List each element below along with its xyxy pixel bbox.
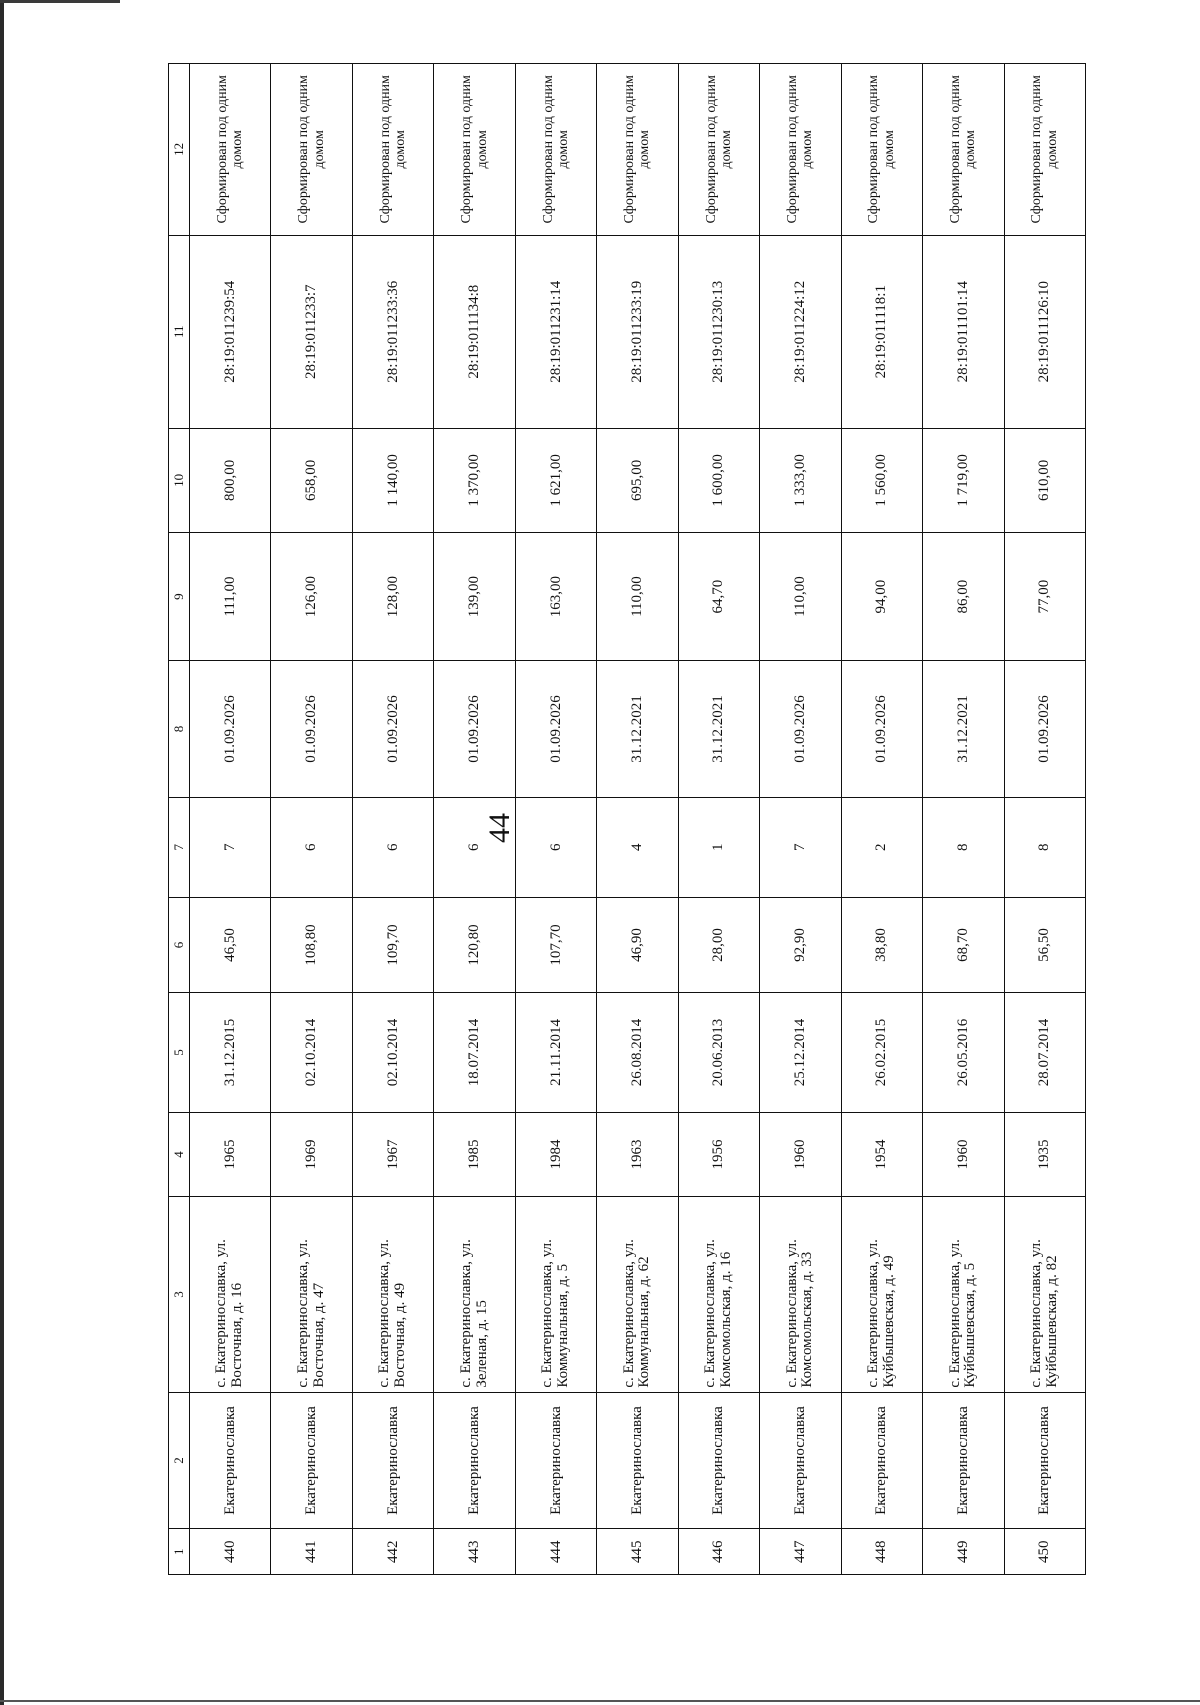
- settlement-cell: Екатеринославка: [841, 1392, 922, 1529]
- land-status-cell: Сформирован под одним домом: [760, 64, 841, 236]
- table-row: [190, 64, 271, 1575]
- row-number: 444: [515, 1529, 596, 1575]
- land-area-cell: 1 333,00: [760, 428, 841, 532]
- column-header: 2: [169, 1392, 190, 1529]
- land-area-cell: 1 600,00: [678, 428, 759, 532]
- residents-cell: 7: [190, 797, 271, 897]
- residents-cell: 1: [678, 797, 759, 897]
- planned-date-cell: 31.12.2021: [678, 661, 759, 798]
- total-area-cell: 163,00: [515, 533, 596, 661]
- table-row: [271, 64, 352, 1575]
- land-status-cell: Сформирован под одним домом: [841, 64, 922, 236]
- planned-date-cell: 01.09.2026: [190, 661, 271, 798]
- table-row: [515, 64, 596, 1575]
- settlement-cell: Екатеринославка: [597, 1392, 678, 1529]
- address-cell: с. Екатеринославка, ул. Коммунальная, д. 5: [515, 1197, 596, 1392]
- recognition-date-cell: 02.10.2014: [271, 993, 352, 1112]
- build-year-cell: 1935: [1004, 1112, 1085, 1197]
- scan-edge-top: [0, 0, 120, 3]
- column-header: 6: [169, 897, 190, 993]
- build-year-cell: 1965: [190, 1112, 271, 1197]
- recognition-date-cell: 26.05.2016: [923, 993, 1004, 1112]
- column-header: 11: [169, 235, 190, 428]
- total-area-cell: 86,00: [923, 533, 1004, 661]
- total-area-cell: 126,00: [271, 533, 352, 661]
- row-number: 450: [1004, 1529, 1085, 1575]
- planned-date-cell: 01.09.2026: [841, 661, 922, 798]
- total-area-cell: 128,00: [352, 533, 433, 661]
- register-table-frame: [168, 63, 1086, 1575]
- address-cell: с. Екатеринославка, ул. Коммунальная, д. 62: [597, 1197, 678, 1392]
- area-cell: 28,00: [678, 897, 759, 993]
- land-status-cell: Сформирован под одним домом: [434, 64, 515, 236]
- row-number: 440: [190, 1529, 271, 1575]
- total-area-cell: 139,00: [434, 533, 515, 661]
- column-header: 8: [169, 661, 190, 798]
- recognition-date-cell: 26.08.2014: [597, 993, 678, 1112]
- recognition-date-cell: 25.12.2014: [760, 993, 841, 1112]
- table-row: [841, 64, 922, 1575]
- page-number: 44: [483, 813, 516, 843]
- total-area-cell: 111,00: [190, 533, 271, 661]
- recognition-date-cell: 21.11.2014: [515, 993, 596, 1112]
- land-status-cell: Сформирован под одним домом: [515, 64, 596, 236]
- row-number: 447: [760, 1529, 841, 1575]
- row-number: 445: [597, 1529, 678, 1575]
- area-cell: 68,70: [923, 897, 1004, 993]
- column-header: 10: [169, 428, 190, 532]
- land-area-cell: 658,00: [271, 428, 352, 532]
- residents-cell: 4: [597, 797, 678, 897]
- cadastral-number-cell: 28:19:011231:14: [515, 235, 596, 428]
- area-cell: 46,90: [597, 897, 678, 993]
- table-row: [352, 64, 433, 1575]
- recognition-date-cell: 26.02.2015: [841, 993, 922, 1112]
- residents-cell: 8: [1004, 797, 1085, 897]
- area-cell: 108,80: [271, 897, 352, 993]
- column-header: 5: [169, 993, 190, 1112]
- row-number: 442: [352, 1529, 433, 1575]
- address-cell: с. Екатеринославка, ул. Комсомольская, д. 33: [760, 1197, 841, 1392]
- area-cell: 38,80: [841, 897, 922, 993]
- land-area-cell: 800,00: [190, 428, 271, 532]
- cadastral-number-cell: 28:19:011233:19: [597, 235, 678, 428]
- residents-cell: 6: [515, 797, 596, 897]
- table-row: [678, 64, 759, 1575]
- area-cell: 109,70: [352, 897, 433, 993]
- total-area-cell: 110,00: [597, 533, 678, 661]
- total-area-cell: 110,00: [760, 533, 841, 661]
- cadastral-number-cell: 28:19:011118:1: [841, 235, 922, 428]
- residents-cell: 6: [434, 797, 515, 897]
- total-area-cell: 94,00: [841, 533, 922, 661]
- row-number: 449: [923, 1529, 1004, 1575]
- scan-edge-left: [0, 0, 4, 1705]
- settlement-cell: Екатеринославка: [1004, 1392, 1085, 1529]
- total-area-cell: 77,00: [1004, 533, 1085, 661]
- build-year-cell: 1967: [352, 1112, 433, 1197]
- settlement-cell: Екатеринославка: [760, 1392, 841, 1529]
- settlement-cell: Екатеринославка: [434, 1392, 515, 1529]
- recognition-date-cell: 31.12.2015: [190, 993, 271, 1112]
- address-cell: с. Екатеринославка, ул. Куйбышевская, д. 5: [923, 1197, 1004, 1392]
- land-area-cell: 1 621,00: [515, 428, 596, 532]
- land-area-cell: 1 370,00: [434, 428, 515, 532]
- address-cell: с. Екатеринославка, ул. Восточная, д. 49: [352, 1197, 433, 1392]
- planned-date-cell: 01.09.2026: [352, 661, 433, 798]
- settlement-cell: Екатеринославка: [190, 1392, 271, 1529]
- table-row: [923, 64, 1004, 1575]
- row-number: 443: [434, 1529, 515, 1575]
- planned-date-cell: 01.09.2026: [515, 661, 596, 798]
- housing-register-table: [168, 63, 1086, 1575]
- build-year-cell: 1956: [678, 1112, 759, 1197]
- address-cell: с. Екатеринославка, ул. Зеленая, д. 15: [434, 1197, 515, 1392]
- column-header: 9: [169, 533, 190, 661]
- residents-cell: 7: [760, 797, 841, 897]
- address-cell: с. Екатеринославка, ул. Комсомольская, д. 16: [678, 1197, 759, 1392]
- address-cell: с. Екатеринославка, ул. Восточная, д. 16: [190, 1197, 271, 1392]
- area-cell: 46,50: [190, 897, 271, 993]
- cadastral-number-cell: 28:19:011224:12: [760, 235, 841, 428]
- area-cell: 107,70: [515, 897, 596, 993]
- land-area-cell: 1 560,00: [841, 428, 922, 532]
- recognition-date-cell: 20.06.2013: [678, 993, 759, 1112]
- column-header: 3: [169, 1197, 190, 1392]
- table-row: [597, 64, 678, 1575]
- settlement-cell: Екатеринославка: [678, 1392, 759, 1529]
- build-year-cell: 1954: [841, 1112, 922, 1197]
- recognition-date-cell: 02.10.2014: [352, 993, 433, 1112]
- residents-cell: 6: [352, 797, 433, 897]
- row-number: 446: [678, 1529, 759, 1575]
- cadastral-number-cell: 28:19:011233:7: [271, 235, 352, 428]
- column-header: 4: [169, 1112, 190, 1197]
- column-header: 7: [169, 797, 190, 897]
- planned-date-cell: 31.12.2021: [923, 661, 1004, 798]
- residents-cell: 8: [923, 797, 1004, 897]
- table-row: [760, 64, 841, 1575]
- land-status-cell: Сформирован под одним домом: [190, 64, 271, 236]
- recognition-date-cell: 28.07.2014: [1004, 993, 1085, 1112]
- build-year-cell: 1985: [434, 1112, 515, 1197]
- residents-cell: 2: [841, 797, 922, 897]
- land-status-cell: Сформирован под одним домом: [597, 64, 678, 236]
- land-status-cell: Сформирован под одним домом: [923, 64, 1004, 236]
- cadastral-number-cell: 28:19:011134:8: [434, 235, 515, 428]
- area-cell: 92,90: [760, 897, 841, 993]
- land-area-cell: 1 719,00: [923, 428, 1004, 532]
- residents-cell: 6: [271, 797, 352, 897]
- column-header: 12: [169, 64, 190, 236]
- column-header: 1: [169, 1529, 190, 1575]
- row-number: 441: [271, 1529, 352, 1575]
- build-year-cell: 1984: [515, 1112, 596, 1197]
- settlement-cell: Екатеринославка: [923, 1392, 1004, 1529]
- land-area-cell: 1 140,00: [352, 428, 433, 532]
- planned-date-cell: 01.09.2026: [271, 661, 352, 798]
- rotated-table-wrapper: [168, 63, 1086, 1575]
- land-status-cell: Сформирован под одним домом: [1004, 64, 1085, 236]
- build-year-cell: 1969: [271, 1112, 352, 1197]
- build-year-cell: 1960: [923, 1112, 1004, 1197]
- planned-date-cell: 01.09.2026: [1004, 661, 1085, 798]
- recognition-date-cell: 18.07.2014: [434, 993, 515, 1112]
- build-year-cell: 1963: [597, 1112, 678, 1197]
- address-cell: с. Екатеринославка, ул. Куйбышевская, д. 82: [1004, 1197, 1085, 1392]
- table-row: [1004, 64, 1085, 1575]
- planned-date-cell: 01.09.2026: [434, 661, 515, 798]
- row-number: 448: [841, 1529, 922, 1575]
- cadastral-number-cell: 28:19:011239:54: [190, 235, 271, 428]
- build-year-cell: 1960: [760, 1112, 841, 1197]
- column-number-row: [169, 64, 190, 1575]
- cadastral-number-cell: 28:19:011233:36: [352, 235, 433, 428]
- planned-date-cell: 01.09.2026: [760, 661, 841, 798]
- planned-date-cell: 31.12.2021: [597, 661, 678, 798]
- settlement-cell: Екатеринославка: [352, 1392, 433, 1529]
- cadastral-number-cell: 28:19:011126:10: [1004, 235, 1085, 428]
- area-cell: 56,50: [1004, 897, 1085, 993]
- settlement-cell: Екатеринославка: [515, 1392, 596, 1529]
- cadastral-number-cell: 28:19:011101:14: [923, 235, 1004, 428]
- land-area-cell: 610,00: [1004, 428, 1085, 532]
- land-area-cell: 695,00: [597, 428, 678, 532]
- land-status-cell: Сформирован под одним домом: [352, 64, 433, 236]
- address-cell: с. Екатеринославка, ул. Восточная, д. 47: [271, 1197, 352, 1392]
- scan-edge-bottom: [0, 1700, 1200, 1702]
- land-status-cell: Сформирован под одним домом: [271, 64, 352, 236]
- settlement-cell: Екатеринославка: [271, 1392, 352, 1529]
- cadastral-number-cell: 28:19:011230:13: [678, 235, 759, 428]
- total-area-cell: 64,70: [678, 533, 759, 661]
- area-cell: 120,80: [434, 897, 515, 993]
- table-row: [434, 64, 515, 1575]
- land-status-cell: Сформирован под одним домом: [678, 64, 759, 236]
- address-cell: с. Екатеринославка, ул. Куйбышевская, д. 49: [841, 1197, 922, 1392]
